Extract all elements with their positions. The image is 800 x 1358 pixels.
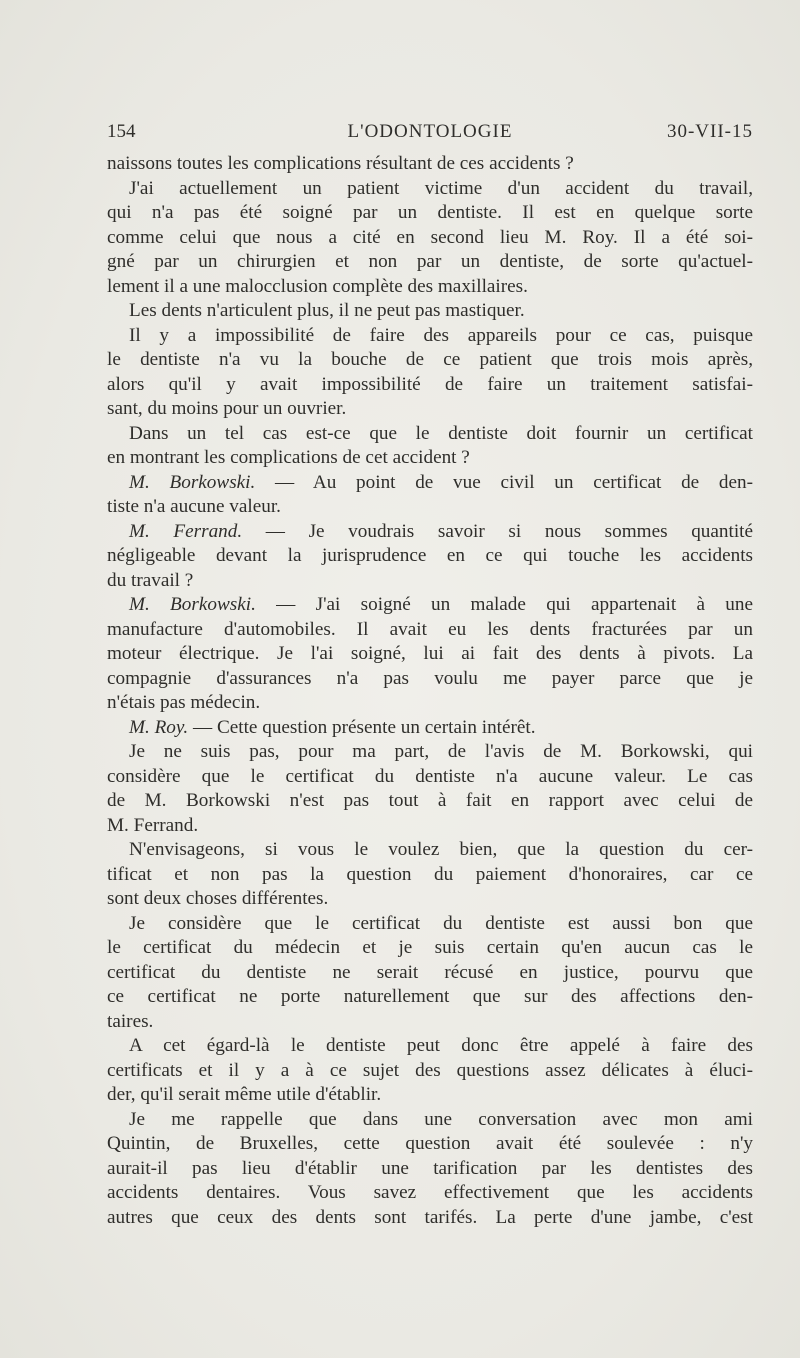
text-line xyxy=(107,1157,753,1182)
text-line xyxy=(107,275,753,300)
text-line xyxy=(107,1206,753,1231)
text-line xyxy=(107,593,753,618)
line-text: lement il a une malocclusion complète des maxillaires. xyxy=(107,275,528,297)
line-text: taires. xyxy=(107,1010,154,1032)
line-text: comme celui que nous a cité en second lieu M. Roy. Il a été soi- xyxy=(107,226,753,248)
text-line xyxy=(107,814,753,839)
text-line xyxy=(107,642,753,667)
text-line xyxy=(107,373,753,398)
line-text: — J'ai soigné un malade qui appartenait à une xyxy=(255,594,753,615)
speaker-name: M. Ferrand. xyxy=(129,520,243,542)
speaker-name: M. Borkowski. xyxy=(129,471,256,493)
text-line xyxy=(107,1083,753,1108)
running-title: L'ODONTOLOGIE xyxy=(347,121,513,142)
text-line xyxy=(107,716,753,741)
text-line xyxy=(107,201,753,226)
line-text: aurait-il pas lieu d'établir une tarification par les dentistes des xyxy=(107,1157,753,1179)
line-text: du travail ? xyxy=(107,569,194,591)
line-text: — Cette question présente un certain intérêt. xyxy=(188,716,536,738)
text-line xyxy=(107,397,753,422)
text-line xyxy=(107,789,753,814)
line-text: en montrant les complications de cet accident ? xyxy=(107,447,470,468)
speaker-name: M. Roy. xyxy=(129,716,189,738)
line-text: Je me rappelle que dans une conversation avec mon ami xyxy=(129,1108,753,1130)
text-line xyxy=(107,618,753,643)
body-text xyxy=(107,152,753,1230)
line-text: de M. Borkowski n'est pas tout à fait en rapport avec celui de xyxy=(107,790,753,811)
line-text: J'ai actuellement un patient victime d'un accident du travail, xyxy=(129,177,753,199)
line-text: M. Ferrand. xyxy=(107,814,199,836)
line-text: autres que ceux des dents sont tarifés. La perte d'une jambe, c'est xyxy=(107,1206,753,1228)
line-text: N'envisageons, si vous le voulez bien, que la question du cer- xyxy=(129,839,753,860)
text-line xyxy=(107,1034,753,1059)
line-text: — Je voudrais savoir si nous sommes quantité xyxy=(242,520,754,542)
line-text: manufacture d'automobiles. Il avait eu les dents fracturées par un xyxy=(107,618,753,640)
text-line xyxy=(107,1010,753,1035)
text-line xyxy=(107,250,753,275)
text-line xyxy=(107,912,753,937)
line-text: le certificat du médecin et je suis certain qu'en aucun cas le xyxy=(107,937,753,958)
line-text: tiste n'a aucune valeur. xyxy=(107,496,281,517)
line-text: ce certificat ne porte naturellement que sur des affections den- xyxy=(107,986,753,1007)
line-text: gné par un chirurgien et non par un dentiste, de sorte qu'actuel- xyxy=(107,251,753,272)
line-text: Quintin, de Bruxelles, cette question avait été soulevée : n'y xyxy=(107,1133,753,1154)
line-text: considère que le certificat du dentiste n'a aucune valeur. Le cas xyxy=(107,765,753,787)
line-text: qui n'a pas été soigné par un dentiste. Il est en quelque sorte xyxy=(107,202,753,223)
speaker-name: M. Borkowski. xyxy=(129,594,256,615)
text-line xyxy=(107,1132,753,1157)
text-line xyxy=(107,520,753,545)
line-text: Dans un tel cas est-ce que le dentiste doit fournir un certificat xyxy=(129,422,753,444)
text-line xyxy=(107,838,753,863)
text-line xyxy=(107,985,753,1010)
page-number: 154 xyxy=(107,121,136,142)
line-text: Je ne suis pas, pour ma part, de l'avis de M. Borkowski, qui xyxy=(129,741,753,762)
line-text: certificat du dentiste ne serait récusé en justice, pourvu que xyxy=(107,961,753,983)
text-line xyxy=(107,667,753,692)
line-text: Les dents n'articulent plus, il ne peut pas mastiquer. xyxy=(129,300,525,321)
text-line xyxy=(107,544,753,569)
text-line xyxy=(107,495,753,520)
text-line xyxy=(107,1108,753,1133)
text-line xyxy=(107,569,753,594)
line-text: moteur électrique. Je l'ai soigné, lui ai fait des dents à pivots. La xyxy=(107,643,753,664)
text-line xyxy=(107,446,753,471)
line-text: compagnie d'assurances n'a pas voulu me payer parce que je xyxy=(107,667,753,689)
text-line xyxy=(107,299,753,324)
text-line xyxy=(107,226,753,251)
text-line xyxy=(107,691,753,716)
issue-date: 30-VII-15 xyxy=(666,121,753,142)
text-line xyxy=(107,863,753,888)
line-text: — Au point de vue civil un certificat de den- xyxy=(255,471,753,493)
line-text: n'étais pas médecin. xyxy=(107,692,261,713)
text-line xyxy=(107,936,753,961)
line-text: Je considère que le certificat du dentiste est aussi bon que xyxy=(129,912,753,934)
text-line xyxy=(107,1059,753,1084)
line-text: A cet égard-là le dentiste peut donc être appelé à faire des xyxy=(129,1035,753,1056)
text-line xyxy=(107,152,753,177)
line-text: sont deux choses différentes. xyxy=(107,888,329,909)
line-text: sant, du moins pour un ouvrier. xyxy=(107,398,347,419)
line-text: alors qu'il y avait impossibilité de faire un traitement satisfai- xyxy=(107,373,753,395)
page-header xyxy=(107,118,753,146)
line-text: der, qu'il serait même utile d'établir. xyxy=(107,1084,382,1105)
text-line xyxy=(107,422,753,447)
line-text: le dentiste n'a vu la bouche de ce patient que trois mois après, xyxy=(107,349,753,370)
line-text: accidents dentaires. Vous savez effectivement que les accidents xyxy=(107,1182,753,1203)
text-line xyxy=(107,765,753,790)
line-text: naissons toutes les complications résultant de ces accidents ? xyxy=(107,153,574,174)
text-line xyxy=(107,471,753,496)
text-line xyxy=(107,348,753,373)
text-line xyxy=(107,177,753,202)
text-line xyxy=(107,887,753,912)
line-text: certificats et il y a à ce sujet des questions assez délicates à éluci- xyxy=(107,1059,753,1081)
line-text: négligeable devant la jurisprudence en ce qui touche les accidents xyxy=(107,545,753,566)
text-line xyxy=(107,740,753,765)
text-line xyxy=(107,1181,753,1206)
text-line xyxy=(107,324,753,349)
text-line xyxy=(107,961,753,986)
line-text: Il y a impossibilité de faire des appareils pour ce cas, puisque xyxy=(129,324,753,346)
line-text: tificat et non pas la question du paiement d'honoraires, car ce xyxy=(107,863,753,885)
